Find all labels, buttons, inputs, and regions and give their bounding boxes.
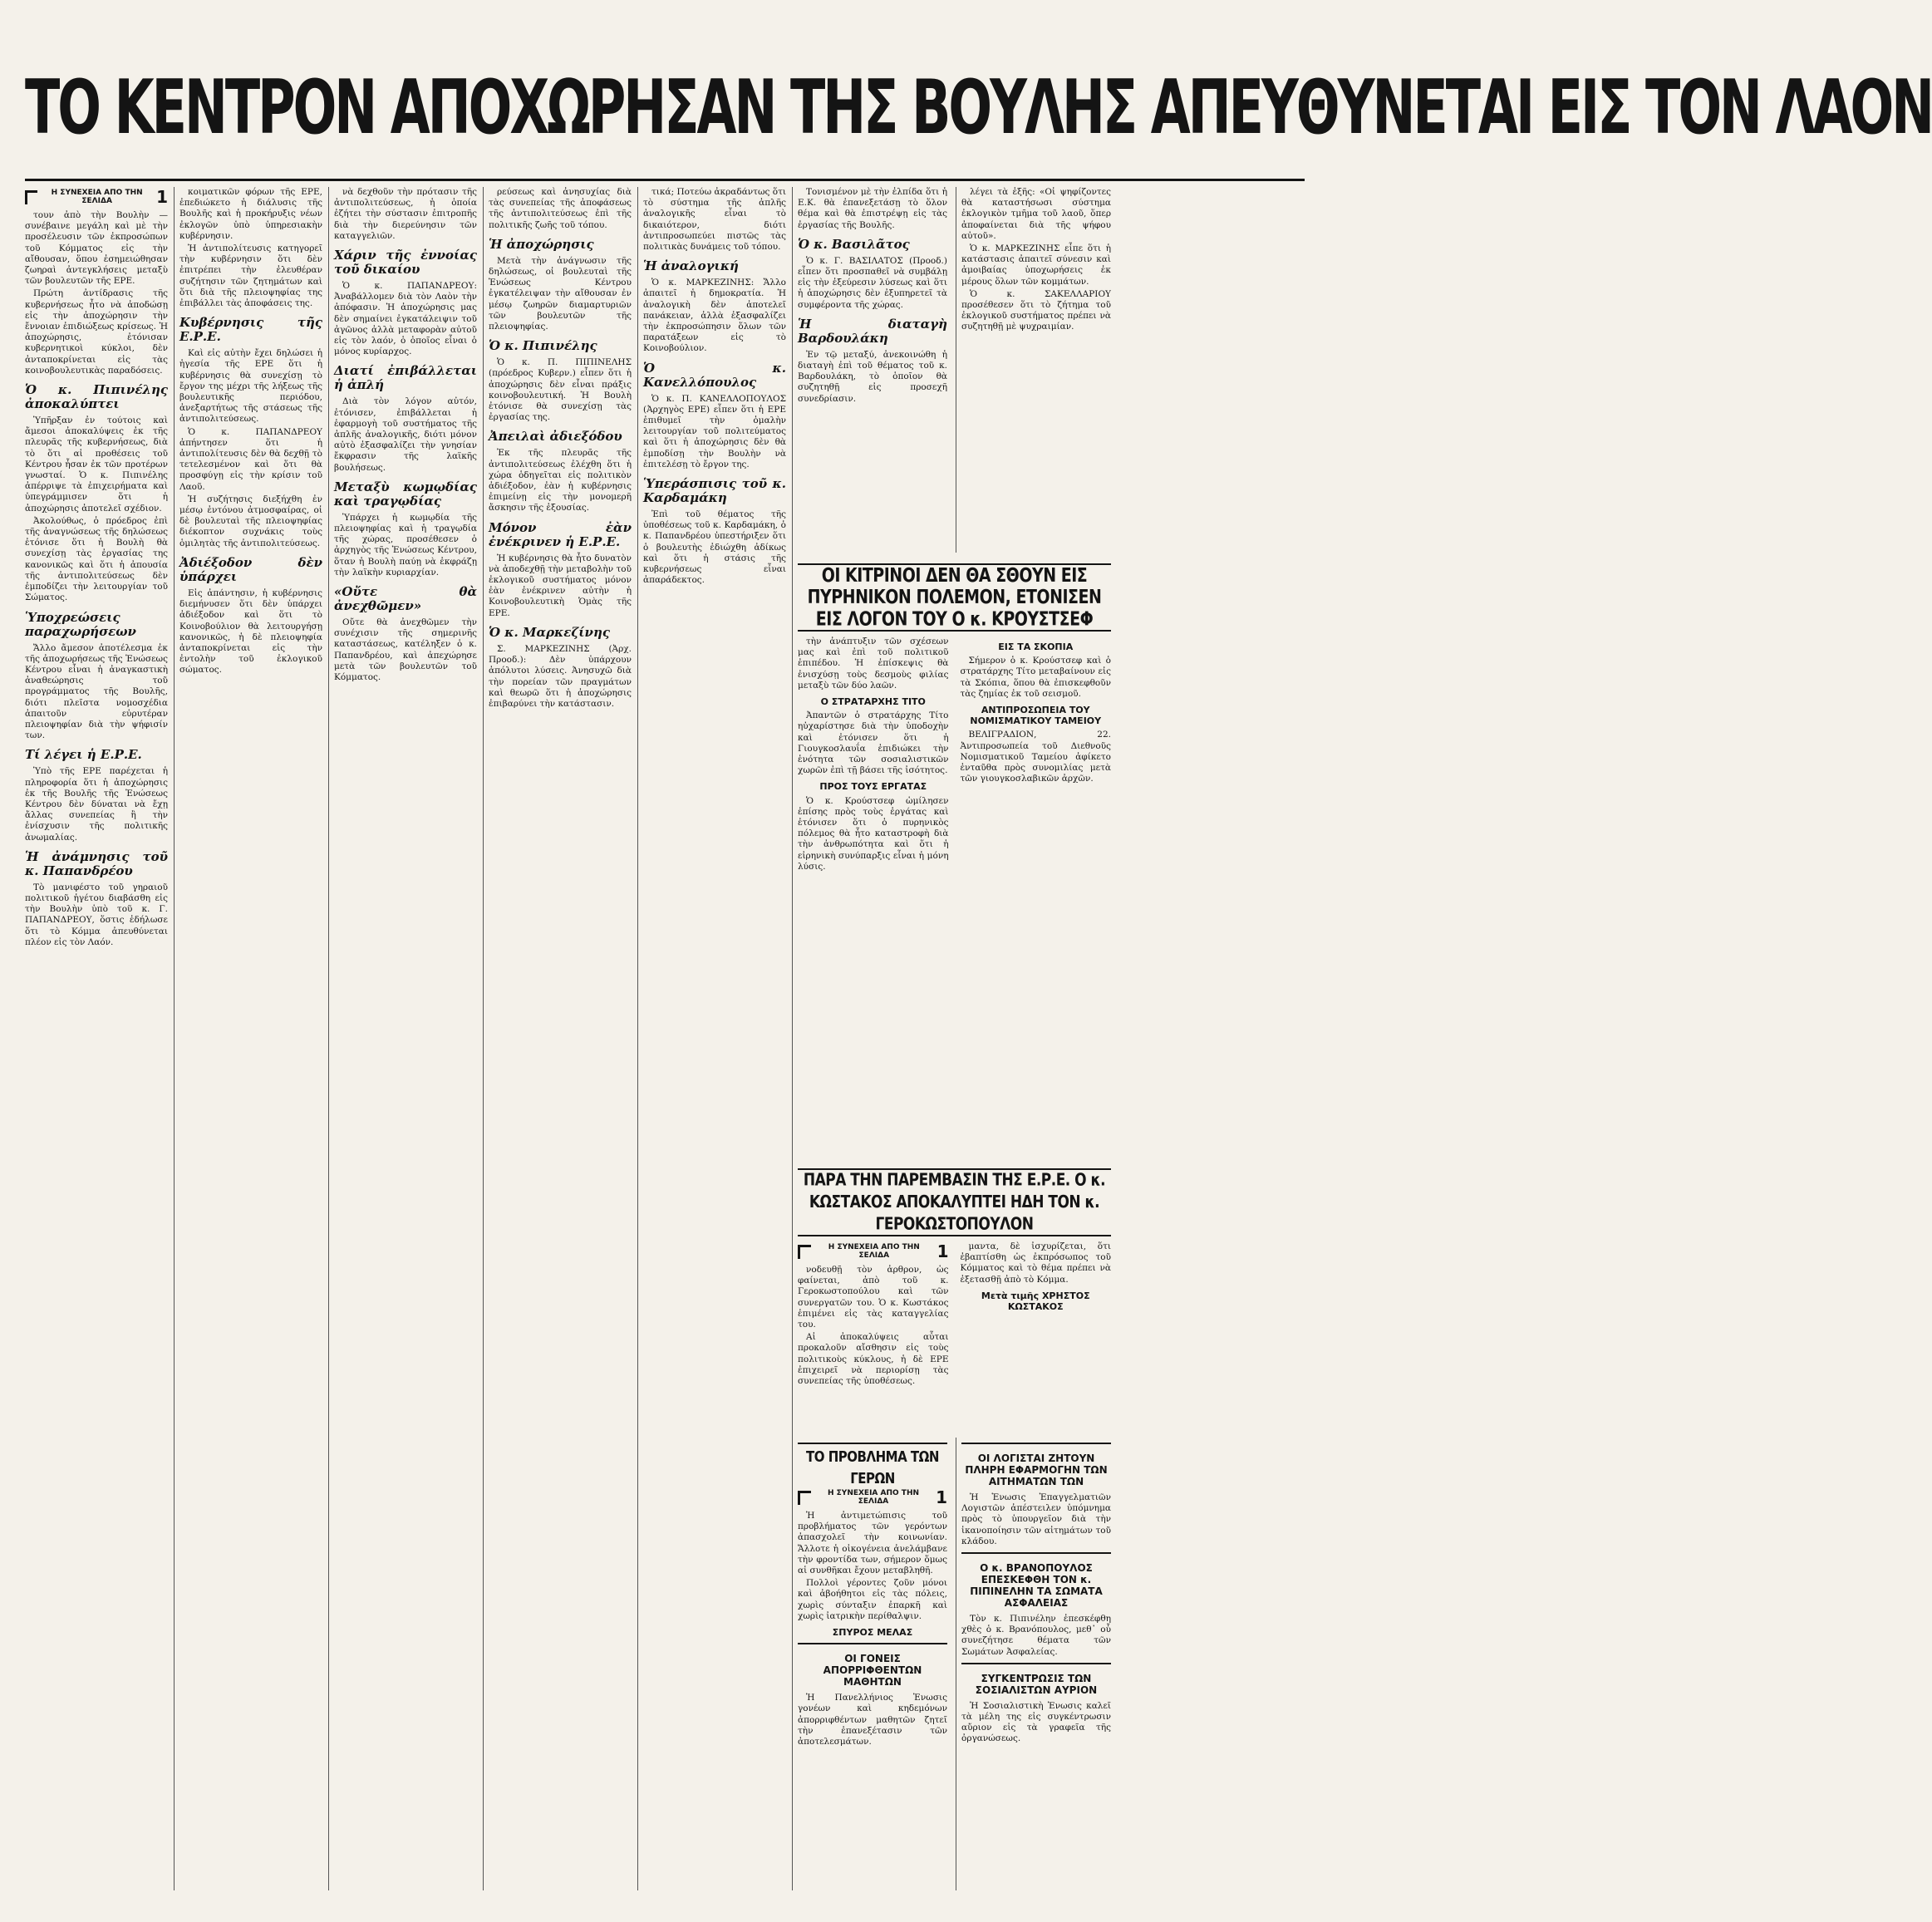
section-heading: Μόνον ἐὰν ἐνέκρινεν ἡ Ε.Ρ.Ε. — [489, 519, 632, 549]
continuation-page: 1 — [156, 187, 168, 207]
paragraph: Ἐκ τῆς πλευρᾶς τῆς ἀντιπολιτεύσεως ἐλέχθη ὅτι ἡ χώρα ὁδηγεῖται εἰς πολιτικὸν ἀδιέξοδον, ἐὰν ἡ κυβέρνησις ἐπιμείνῃ εἰς τὴν μονομερῆ ἄσκησιν τῆς ἐξουσίας. — [489, 448, 632, 514]
continuation-page: 1 — [936, 1487, 947, 1507]
continuation-marker — [798, 1243, 949, 1260]
article-rule — [961, 1443, 1111, 1444]
continuation-label: Η ΣΥΝΕΧΕΙΑ ΑΠΟ ΤΗΝ ΣΕΛΙΔΑ — [828, 1243, 920, 1260]
section-heading: «Οὔτε θὰ ἀνεχθῶμεν» — [334, 584, 477, 614]
corner-mark — [798, 1245, 811, 1259]
paragraph: ΒΕΛΙΓΡΑΔΙΟΝ, 22. Ἀντιπροσωπεία τοῦ Διεθνοῦς Νομισματικοῦ Ταμείου ἀφίκετο ἐνταῦθα πρὸς συνομιλίας μετὰ τῶν γιουγκοσλαβικῶν ἀρχῶν. — [960, 730, 1111, 784]
headline-rule — [25, 179, 1305, 181]
column-4 — [489, 187, 632, 1890]
section-heading: Διατί ἐπιβάλλεται ἡ ἀπλή — [334, 363, 477, 393]
paragraph: Μετὰ τὴν ἀνάγνωσιν τῆς δηλώσεως, οἱ βουλευταὶ τῆς Ἑνώσεως Κέντρου ἐγκατέλειψαν τὴν αἴθουσαν ἐν μέσῳ ζωηρῶν διαμαρτυριῶν τῶν βουλευτῶν τῆς πλειοψηφίας. — [489, 255, 632, 332]
paragraph: Ἀπαντῶν ὁ στρατάρχης Τίτο ηὐχαρίστησε διὰ τὴν ὑποδοχὴν καὶ ἐτόνισεν ὅτι ἡ Γιουγκοσλαυΐα ἐπιδιώκει τὴν ἑνότητα τῶν σοσιαλιστικῶν χωρῶν ἐπὶ τῇ βάσει τῆς ἰσότητος. — [798, 710, 949, 776]
article-headline: ΠΑΡΑ ΤΗΝ ΠΑΡΕΜΒΑΣΙΝ ΤΗΣ Ε.Ρ.Ε. Ο κ. ΚΩΣΤΑΚΟΣ ΑΠΟΚΑΛΥΠΤΕΙ ΗΔΗ ΤΟΝ κ. ΓΕΡΟΚΩΣΤΟΠΟΥΛΟΝ — [803, 1170, 1106, 1235]
paragraph: Ἡ ἀντιμετώπισις τοῦ προβλήματος τῶν γερόντων ἀπασχολεῖ τὴν κοινωνίαν. Ἄλλοτε ἡ οἰκογένεια ἀνελάμβανε τὴν φροντίδα των, σήμερον ὅμως αἱ συνθῆκαι ἔχουν μεταβληθῆ. — [798, 1511, 947, 1576]
paragraph: Ὁ κ. Π. ΚΑΝΕΛΛΟΠΟΥΛΟΣ (Ἀρχηγὸς ΕΡΕ) εἶπεν ὅτι ἡ ΕΡΕ ἐπιθυμεῖ τὴν ὁμαλὴν λειτουργίαν τοῦ πολιτεύματος καὶ ὅτι ἡ ἀποχώρησις δὲν θὰ ἐμποδίσῃ τὴν Βουλὴν νὰ ἐπιτελέσῃ τὸ ἔργον της. — [643, 393, 786, 469]
article-kitrinoi — [798, 558, 1111, 891]
article-column — [961, 1241, 1112, 1389]
column-divider — [328, 187, 329, 1890]
article-columns — [798, 1241, 1111, 1389]
paragraph: Εἰς ἀπάντησιν, ἡ κυβέρνησις διεμήνυσεν ὅτι δὲν ὑπάρχει ἀδιέξοδον καὶ ὅτι τὸ Κοινοβούλιον θὰ λειτουργήσῃ κανονικῶς, ἡ δὲ πλειοψηφία ἀνταποκρίνεται εἰς τὴν ἐντολὴν τοῦ ἐκλογικοῦ σώματος. — [179, 587, 322, 676]
paragraph: Ἡ συζήτησις διεξήχθη ἐν μέσῳ ἐντόνου ἀτμοσφαίρας, οἱ δὲ βουλευταὶ τῆς πλειοψηφίας διέκοπτον συχνάκις τοὺς ὁμιλητὰς τῆς ἀντιπολιτεύσεως. — [179, 494, 322, 548]
section-heading: Ἡ διαταγὴ Βαρδουλάκη — [798, 316, 947, 346]
article-column — [961, 637, 1112, 874]
paragraph: Ὁ κ. ΠΑΠΑΝΔΡΕΟΥ: Ἀναβάλλομεν διὰ τὸν Λαὸν τὴν ἀπόφασιν. Ἡ ἀποχώρησις μας δὲν σημαίνει ἐγκατάλειψιν τοῦ ἀγῶνος ἀλλὰ μεταφορὰν αὐτοῦ εἰς τὸν λαόν, ὁ ὁποῖος εἶναι ὁ μόνος κυρίαρχος. — [334, 281, 477, 357]
paragraph: Τονισμένον μὲ τὴν ἐλπίδα ὅτι ἡ Ε.Κ. θὰ ἐπανεξετάσῃ τὸ ὅλον θέμα καὶ θὰ ἐπιστρέψῃ εἰς τὰς ἐργασίας τῆς Βουλῆς. — [798, 187, 947, 230]
paragraph: Σήμερον ὁ κ. Κρούστσεφ καὶ ὁ στρατάρχης Τίτο μεταβαίνουν εἰς τὰ Σκόπια, ὅπου θὰ ἐπισκεφθοῦν τὰς ζημίας ἐκ τοῦ σεισμοῦ. — [960, 656, 1111, 699]
column-divider — [483, 187, 484, 1890]
paragraph: νοδευθῇ τὸν ἀρθρον, ὡς φαίνεται, ἀπὸ τοῦ κ. Γεροκωστοπούλου καὶ τῶν συνεργατῶν του. Ὁ κ. Κωστάκος ἐπιμένει εἰς τὰς καταγγελίας του. — [798, 1265, 949, 1330]
column-5 — [643, 187, 786, 1890]
paragraph: Ὑπάρχει ἡ κωμῳδία τῆς πλειοψηφίας καὶ ἡ τραγῳδία τῆς χώρας, προσέθεσεν ὁ ἀρχηγὸς τῆς Ἑνώσεως Κέντρου, ὅταν ἡ Βουλὴ παύῃ νὰ ἐκφράζῃ τὴν λαϊκὴν κυριαρχίαν. — [334, 512, 477, 578]
continuation-label: Η ΣΥΝΕΧΕΙΑ ΑΠΟ ΤΗΝ ΣΕΛΙΔΑ — [827, 1489, 920, 1506]
paragraph: Ὁ κ. Κρούστσεφ ὡμίλησεν ἐπίσης πρὸς τοὺς ἐργάτας καὶ ἐτόνισεν ὅτι ὁ πυρηνικὸς πόλεμος θὰ ἦτο καταστροφὴ διὰ τὴν ἀνθρωπότητα καὶ ὅτι ἡ εἰρηνικὴ συνύπαρξις εἶναι ἡ μόνη λύσις. — [798, 795, 949, 872]
article-geron — [798, 1438, 947, 1890]
paragraph: Τὸν κ. Πιπινέλην ἐπεσκέφθη χθὲς ὁ κ. Βρανόπουλος, μεθ᾽ οὗ συνεζήτησε θέματα τῶν Σωμάτων Ἀσφαλείας. — [961, 1614, 1111, 1657]
paragraph: Ἀκολούθως, ὁ πρόεδρος ἐπὶ τῆς ἀναγνώσεως τῆς δηλώσεως ἐτόνισε ὅτι ἡ Βουλὴ θὰ συνεχίσῃ τὰς ἐργασίας της κανονικῶς καὶ ὅτι ἡ ἀπουσία τῆς ἀντιπολιτεύσεως δὲν ἐμποδίζει τὴν λειτουργίαν τοῦ Σώματος. — [25, 515, 168, 603]
paragraph: Ἡ Σοσιαλιστικὴ Ἑνωσις καλεῖ τὰ μέλη της εἰς συγκέντρωσιν αὔριον εἰς τὰ γραφεῖα τῆς ὀργανώσεως. — [961, 1700, 1111, 1744]
section-heading: Ὁ κ. Πιπινέλης — [489, 338, 597, 354]
column-divider — [792, 187, 793, 1890]
article-rule — [961, 1663, 1111, 1664]
paragraph: τικά; Ποτεύω ἀκραδάντως ὅτι τὸ σύστημα τῆς ἀπλῆς ἀναλογικῆς εἶναι τὸ δικαιότερον, διότι ἀντιπροσωπεύει πιστῶς τὰς πολιτικὰς δυνάμεις τοῦ τόπου. — [643, 187, 787, 253]
paragraph: Καὶ εἰς αὐτὴν ἔχει δηλώσει ἡ ἡγεσία τῆς ΕΡΕ ὅτι ἡ κυβέρνησις θὰ συνεχίσῃ τὸ ἔργον της μέχρι τῆς λήξεως τῆς βουλευτικῆς περιόδου, ἀνεξαρτήτως τῆς στάσεως τῆς ἀντιπολιτεύσεως. — [179, 348, 322, 425]
section-heading: Ἡ ἀναλογική — [643, 258, 739, 274]
continuation-marker — [25, 189, 168, 205]
paragraph: Ὁ κ. ΣΑΚΕΛΛΑΡΙΟΥ προσέθεσεν ὅτι τὸ ζήτημα τοῦ ἐκλογικοῦ συστήματος πρέπει νὰ συζητηθῇ μὲ ψυχραιμίαν. — [961, 288, 1111, 332]
section-heading: Ἀδιέξοδον δὲν ὑπάρχει — [179, 554, 322, 584]
section-heading: Ὑποχρεώσεις παραχωρήσεων — [25, 609, 136, 639]
paragraph: ρεύσεως καὶ ἀνησυχίας διὰ τὰς συνεπείας τῆς ἀποφάσεως τῆς ἀντιπολιτεύσεως ἐπὶ τῆς πολιτικῆς ζωῆς τοῦ τόπου. — [489, 187, 632, 230]
main-headline: ΤΟ ΚΕΝΤΡΟΝ ΑΠΟΧΩΡΗΣΑΝ ΤΗΣ ΒΟΥΛΗΣ ΑΠΕΥΘΥΝΕΤΑΙ ΕΙΣ ΤΟΝ ΛΑΟΝ — [25, 63, 1932, 151]
paragraph: Σ. ΜΑΡΚΕΖΙΝΗΣ (Ἀρχ. Προοδ.): Δὲν ὑπάρχουν ἀπόλυτοι λύσεις. Ἀνησυχῶ διὰ τὴν πορείαν τῶν πραγμάτων καὶ θεωρῶ ὅτι ἡ ἀποχώρησις ἐπιβαρύνει τὴν κατάστασιν. — [489, 643, 632, 709]
paragraph: Πολλοὶ γέροντες ζοῦν μόνοι καὶ ἀβοήθητοι εἰς τὰς πόλεις, χωρὶς σύνταξιν ἐπαρκῆ καὶ χωρὶς ἰατρικὴν περίθαλψιν. — [798, 1578, 947, 1621]
article-rule — [961, 1552, 1111, 1554]
paragraph: Ὁ κ. ΜΑΡΚΕΖΙΝΗΣ εἶπε ὅτι ἡ κατάστασις ἀπαιτεῖ σύνεσιν καὶ ἀμοιβαίας ὑποχωρήσεις ἐκ μέρους ὅλων τῶν κομμάτων. — [961, 243, 1111, 287]
paragraph: Ὑπῆρξαν ἐν τούτοις καὶ ἄμεσοι ἀποκαλύψεις ἐκ τῆς πλευρᾶς τῆς κυβερνήσεως, διὰ τὸ ὅτι αἱ προθέσεις τοῦ Κέντρου ἦσαν ἐκ τῶν προτέρων γνωσταί. Ὁ κ. Πιπινέλης ἀπέρριψε τὰ ἐπιχειρήματα καὶ ὑπεγράμμισεν ὅτι ἡ ἀποχώρησις ἀποτελεῖ σχέδιον. — [25, 415, 168, 514]
section-heading: Ὁ κ. Βασιλᾶτος — [798, 236, 910, 252]
column-1 — [25, 187, 168, 1890]
article-column — [798, 637, 949, 874]
paragraph: Οὔτε θὰ ἀνεχθῶμεν τὴν συνέχισιν τῆς σημερινῆς καταστάσεως, κατέληξεν ὁ κ. Παπανδρέου, καὶ ἀπεχώρησε μετὰ τῶν βουλευτῶν τοῦ Κόμματος. — [334, 617, 477, 683]
subheading: ΠΡΟΣ ΤΟΥΣ ΕΡΓΑΤΑΣ — [819, 781, 927, 793]
column-6-upper — [798, 187, 947, 553]
section-heading: Χάριν τῆς ἐννοίας τοῦ δικαίου — [334, 248, 477, 278]
paragraph: Ὁ κ. ΠΑΠΑΝΔΡΕΟΥ ἀπήντησεν ὅτι ἡ ἀντιπολίτευσις δὲν θὰ δεχθῇ τὸ τετελεσμένον καὶ ὅτι θὰ προσφύγῃ εἰς τὴν κρίσιν τοῦ Λαοῦ. — [179, 426, 322, 492]
article-rule — [798, 1443, 947, 1444]
paragraph: λέγει τὰ ἑξῆς: «Οἱ ψηφίζοντες θὰ καταστήσωσι σύστημα ἐκλογικὸν τμῆμα τοῦ λαοῦ, ὅπερ ἀποφαίνεται διὰ τῆς ψήφου αὐτοῦ». — [961, 187, 1111, 241]
article-headline: ΤΟ ΠΡΟΒΛΗΜΑ ΤΩΝ ΓΕΡΩΝ — [806, 1448, 939, 1487]
paragraph: κοιματικῶν φόρων τῆς ΕΡΕ, ἐπεδιώκετο ἡ διάλυσις τῆς Βουλῆς καὶ ἡ προκήρυξις νέων ἐκλογῶν ὑπὸ ὑπηρεσιακὴν κυβέρνησιν. — [179, 187, 322, 241]
paragraph: Τὸ μανιφέστο τοῦ γηραιοῦ πολιτικοῦ ἡγέτου διαβάσθη εἰς τὴν Βουλὴν ὑπὸ τοῦ κ. Γ. ΠΑΠΑΝΔΡΕΟΥ, ὅστις ἐδήλωσε ὅτι τὸ Κόμμα ἀπευθύνεται πλέον εἰς τὸν Λαόν. — [25, 882, 168, 947]
section-heading: Μεταξὺ κωμῳδίας καὶ τραγῳδίας — [334, 479, 477, 509]
section-heading: Ἡ ἀνάμνησις τοῦ κ. Παπανδρέου — [25, 848, 168, 878]
article-headline: ΟΙ ΓΟΝΕΙΣ ΑΠΟΡΡΙΦΘΕΝΤΩΝ ΜΑΘΗΤΩΝ — [823, 1653, 922, 1689]
paragraph: μαντα, δὲ ἰσχυρίζεται, ὅτι ἐβαπτίσθη ὡς ἐκπρόσωπος τοῦ Κόμματος καὶ τὸ θέμα πρέπει νὰ ἐξετασθῇ ἀπὸ τὸ Κόμμα. — [960, 1241, 1111, 1285]
section-heading: Ὁ κ. Μαρκεζίνης — [489, 624, 611, 640]
section-heading: Ἡ ἀποχώρησις — [489, 236, 594, 252]
signature: ΣΠΥΡΟΣ ΜΕΛΑΣ — [832, 1627, 913, 1639]
article-headline: ΟΙ ΛΟΓΙΣΤΑΙ ΖΗΤΟΥΝ ΠΛΗΡΗ ΕΦΑΡΜΟΓΗΝ ΤΩΝ ΑΙΤΗΜΑΤΩΝ ΤΩΝ — [965, 1453, 1108, 1487]
paragraph: Ἡ Ἑνωσις Ἐπαγγελματιῶν Λογιστῶν ἀπέστειλεν ὑπόμνημα πρὸς τὸ ὑπουργεῖον διὰ τὴν ἱκανοποίησιν τῶν αἰτημάτων τοῦ κλάδου. — [961, 1492, 1111, 1546]
column-7-lower — [961, 1438, 1111, 1890]
continuation-label: Η ΣΥΝΕΧΕΙΑ ΑΠΟ ΤΗΝ ΣΕΛΙΔΑ — [51, 189, 143, 205]
continuation-marker — [798, 1489, 947, 1506]
subheading: ΑΝΤΙΠΡΟΣΩΠΕΙΑ ΤΟΥ ΝΟΜΙΣΜΑΤΙΚΟΥ ΤΑΜΕΙΟΥ — [970, 705, 1102, 727]
paragraph: νὰ δεχθοῦν τὴν πρότασιν τῆς ἀντιπολιτεύσεως, ἡ ὁποία ἐζήτει τὴν σύστασιν ἐπιτροπῆς διὰ τὴν διερεύνησιν τῶν καταγγελιῶν. — [334, 187, 477, 241]
column-divider — [637, 187, 638, 1890]
signature: Μετὰ τιμῆς ΧΡΗΣΤΟΣ ΚΩΣΤΑΚΟΣ — [981, 1290, 1090, 1313]
paragraph: Αἱ ἀποκαλύψεις αὗται προκαλοῦν αἴσθησιν εἰς τοὺς πολιτικοὺς κύκλους, ἡ δὲ ΕΡΕ ἐπιχειρεῖ νὰ περιορίσῃ τὰς συνεπείας τῆς ὑποθέσεως. — [798, 1332, 949, 1387]
paragraph: Ὁ κ. Γ. ΒΑΣΙΛΑΤΟΣ (Προοδ.) εἶπεν ὅτι προσπαθεῖ νὰ συμβάλῃ εἰς τὴν ἐξεύρεσιν λύσεως καὶ ὅτι ἡ ἀποχώρησις δὲν ἐξυπηρετεῖ τὰ συμφέροντα τῆς χώρας. — [798, 255, 947, 310]
subheading: ΕΙΣ ΤΑ ΣΚΟΠΙΑ — [998, 641, 1074, 652]
subheading: Ο ΣΤΡΑΤΑΡΧΗΣ ΤΙΤΟ — [820, 696, 926, 708]
paragraph: τὴν ἀνάπτυξιν τῶν σχέσεων μας καὶ ἐπὶ τοῦ πολιτικοῦ ἐπιπέδου. Ἡ ἐπίσκεψις θὰ ἐνισχύσῃ τοὺς δεσμοὺς φιλίας μεταξὺ τῶν δύο λαῶν. — [798, 637, 949, 691]
corner-mark — [25, 190, 37, 204]
section-heading: Τί λέγει ἡ Ε.Ρ.Ε. — [25, 747, 142, 763]
article-kostakos — [798, 1163, 1111, 1429]
column-2 — [179, 187, 322, 1890]
paragraph: Ἡ ἀντιπολίτευσις κατηγορεῖ τὴν κυβέρνησιν ὅτι δὲν ἐπιτρέπει τὴν ἐλευθέραν συζήτησιν τῶν ζητημάτων καὶ ὅτι διὰ τῆς πλειοψηφίας της ἐπιβάλλει τὰς ἀποφάσεις της. — [179, 243, 322, 309]
paragraph: Ὁ κ. ΜΑΡΚΕΖΙΝΗΣ: Ἄλλο ἀπαιτεῖ ἡ δημοκρατία. Ἡ ἀναλογικὴ δὲν ἀποτελεῖ πανάκειαν, ἀλλὰ ἐξασφαλίζει τὴν ἐκπροσώπησιν ὅλων τῶν παρατάξεων εἰς τὸ Κοινοβούλιον. — [643, 278, 786, 354]
paragraph: Ἡ κυβέρνησις θὰ ἦτο δυνατὸν νὰ ἀποδεχθῇ τὴν μεταβολὴν τοῦ ἐκλογικοῦ συστήματος μόνον ἐὰν ἐνέκρινεν αὐτὴν ἡ Κοινοβουλευτικὴ Ὁμὰς τῆς ΕΡΕ. — [489, 553, 632, 618]
section-heading: Κυβέρνησις τῆς Ε.Ρ.Ε. — [179, 315, 322, 345]
paragraph: Πρώτη ἀντίδρασις τῆς κυβερνήσεως ἦτο νὰ ἀποδώσῃ εἰς τὴν ἀποχώρησιν τὴν ἔννοιαν ἐπιδιώξεως κρίσεως. Ἡ ἀποχώρησις, ἐτόνισαν κυβερνητικοὶ κύκλοι, δὲν ἀνταποκρίνεται εἰς τὰς κοινοβουλευτικὰς παραδόσεις. — [25, 288, 168, 376]
corner-mark — [798, 1491, 811, 1505]
paragraph: Ὑπὸ τῆς ΕΡΕ παρέχεται ἡ πληροφορία ὅτι ἡ ἀποχώρησις ἐκ τῆς Βουλῆς τῆς Ἑνώσεως Κέντρου δὲν δύναται νὰ ἔχῃ ἄλλας συνεπείας ἢ τὴν ἐνίσχυσιν τῆς πολιτικῆς ἀνωμαλίας. — [25, 766, 168, 843]
article-column — [798, 1241, 949, 1389]
section-heading: Ὑπεράσπισις τοῦ κ. Καρδαμάκη — [643, 476, 786, 506]
paragraph: τουν ἀπὸ τὴν Βουλὴν — συνέβαινε μεγάλη καὶ μὲ τὴν προσέλευσιν τῶν ἐκπροσώπων τοῦ Κόμματος εἰς τὴν αἴθουσαν, ὅπου ἐσημειώθησαν ζωηραὶ ἀντεγκλήσεις μεταξὺ τῶν βουλευτῶν τῆς ΕΡΕ. — [25, 210, 168, 287]
section-heading: Ὁ κ. Πιπινέλης ἀποκαλύπτει — [25, 382, 168, 412]
paragraph: Ἡ Πανελλήνιος Ἑνωσις γονέων καὶ κηδεμόνων ἀπορριφθέντων μαθητῶν ζητεῖ τὴν ἐπανεξέτασιν τῶν ἀποτελεσμάτων. — [798, 1693, 947, 1747]
paragraph: Διὰ τὸν λόγον αὐτόν, ἐτόνισεν, ἐπιβάλλεται ἡ ἐφαρμογὴ τοῦ συστήματος τῆς ἀπλῆς ἀναλογικῆς, διότι μόνον αὐτὸ ἐξασφαλίζει τὴν γνησίαν ἔκφρασιν τῆς λαϊκῆς βουλήσεως. — [334, 396, 477, 473]
article-rule — [798, 1643, 947, 1644]
paragraph: Ὁ κ. Π. ΠΙΠΙΝΕΛΗΣ (πρόεδρος Κυβερν.) εἶπεν ὅτι ἡ ἀποχώρησις δὲν εἶναι πράξις κοινοβουλευτική. Ἡ Βουλὴ ἐτόνισε θὰ συνεχίσῃ τὰς ἐργασίας της. — [489, 357, 632, 423]
continuation-page: 1 — [937, 1241, 949, 1261]
column-3 — [334, 187, 477, 1890]
column-7-upper — [961, 187, 1111, 553]
paragraph: Ἄλλο ἄμεσον ἀποτέλεσμα ἐκ τῆς ἀποχωρήσεως τῆς Ἑνώσεως Κέντρου εἶναι ἡ ἀναγκαστικὴ ἀναθεώρησις τοῦ προγράμματος τῆς Βουλῆς, διότι πλεῖστα νομοσχέδια ἀπαιτοῦν εὐρυτέραν πλειοψηφίαν διὰ τὴν ψήφισίν των. — [25, 642, 168, 741]
paragraph: Ἐν τῷ μεταξύ, ἀνεκοινώθη ἡ διαταγὴ ἐπὶ τοῦ θέματος τοῦ κ. Βαρδουλάκη, τὸ ὁποῖον θὰ συζητηθῇ εἰς προσεχῆ συνεδρίασιν. — [798, 349, 947, 404]
article-headline: ΟΙ ΚΙΤΡΙΝΟΙ ΔΕΝ ΘΑ ΣΘΟΥΝ ΕΙΣ ΠΥΡΗΝΙΚΟΝ ΠΟΛΕΜΟΝ, ΕΤΟΝΙΣΕΝ ΕΙΣ ΛΟΓΟΝ ΤΟΥ Ο κ. ΚΡΟΥΣΤΣΕΦ — [807, 564, 1102, 631]
column-divider — [174, 187, 175, 1890]
article-columns — [798, 637, 1111, 874]
section-heading: Ἀπειλαὶ ἀδιεξόδου — [489, 429, 622, 445]
article-headline: ΣΥΓΚΕΝΤΡΩΣΙΣ ΤΩΝ ΣΟΣΙΑΛΙΣΤΩΝ ΑΥΡΙΟΝ — [975, 1672, 1098, 1696]
section-heading: Ὁ κ. Κανελλόπουλος — [643, 360, 786, 390]
article-headline: Ο κ. ΒΡΑΝΟΠΟΥΛΟΣ ΕΠΕΣΚΕΦΘΗ ΤΟΝ κ. ΠΙΠΙΝΕΛΗΝ ΤΑ ΣΩΜΑΤΑ ΑΣΦΑΛΕΙΑΣ — [970, 1562, 1103, 1610]
paragraph: Ἐπὶ τοῦ θέματος τῆς ὑποθέσεως τοῦ κ. Καρδαμάκη, ὁ κ. Παπανδρέου ὑπεστήριξεν ὅτι ὁ βουλευτὴς ἐδιώχθη ἀδίκως καὶ ὅτι ἡ στάσις τῆς κυβερνήσεως εἶναι ἀπαράδεκτος. — [643, 509, 786, 586]
